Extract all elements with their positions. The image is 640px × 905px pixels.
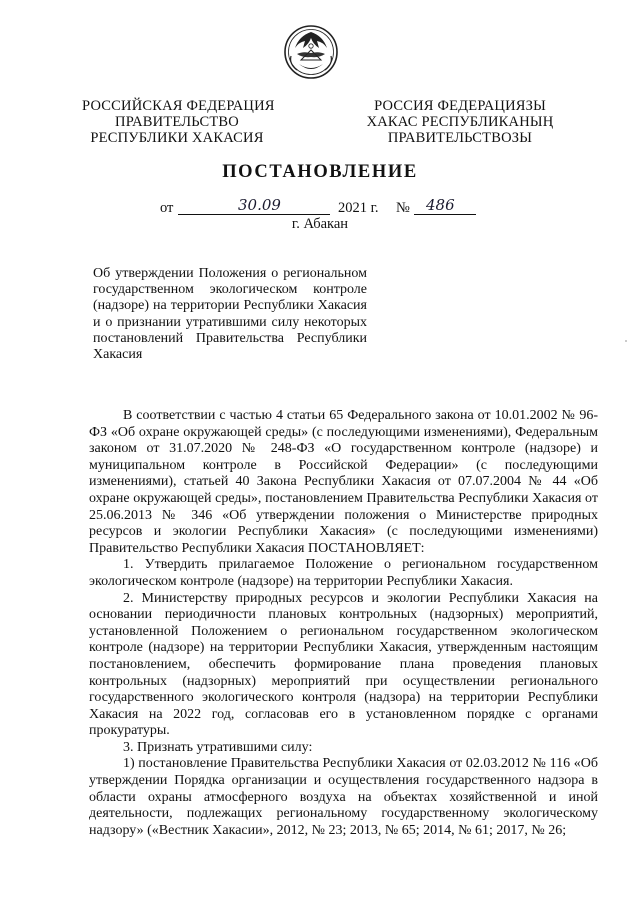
header-right-line-2: ХАКАС РЕСПУБЛИКАНЫҢ <box>366 114 554 130</box>
document-type-title: ПОСТАНОВЛЕНИЕ <box>222 162 418 182</box>
clause-1-paragraph: 1. Утвердить прилагаемое Положение о региональном государственном экологическом контроле (надзоре) на территории Республики Хакасия. <box>89 557 598 589</box>
header-left-line-3: РЕСПУБЛИКИ ХАКАСИЯ <box>90 130 264 146</box>
coat-of-arms-emblem <box>283 24 339 80</box>
subject-line-3: (надзоре) на территории Республики Хакасия <box>93 298 367 314</box>
scan-speck <box>625 340 627 342</box>
handwritten-date: 30.09 <box>238 196 281 214</box>
document-subject <box>93 266 367 363</box>
clause-3-paragraph: 3. Признать утратившими силу: <box>123 739 313 755</box>
document-body <box>89 408 598 839</box>
date-prefix: от <box>160 200 174 216</box>
date-number-line <box>160 198 490 218</box>
year-label: 2021 г. <box>338 200 379 216</box>
header-right-khakas <box>365 98 555 146</box>
header-right-line-1: РОССИЯ ФЕДЕРАЦИЯЗЫ <box>374 98 546 114</box>
preamble-paragraph: В соответствии с частью 4 статьи 65 Федерального закона от 10.01.2002 № 96-ФЗ «Об охране окружающей среды» (с последующими изменениями), Федеральным законом от 31.07.2020 № 248-ФЗ «О государственном контроле (надзоре) и муниципальном контроле в Российской Федерации» (с последующими изменениями), статьей 40 Закона Республики Хакасия от 07.07.2004 № 44 «Об охране окружающей среды», постановлением Правительства Республики Хакасия от 25.06.2013 № 346 «Об утверждении положения о Министерстве природных ресурсов и экологии Республики Хакасия» (с последующими изменениями) Правительство Республики Хакасия ПОСТАНОВЛЯЕТ: <box>89 408 598 556</box>
header-left-line-1: РОССИЙСКАЯ ФЕДЕРАЦИЯ <box>82 98 275 114</box>
header-left-russian <box>82 98 275 146</box>
subject-line-1: Об утверждении Положения о региональном <box>93 266 367 281</box>
subject-line-4: и о признании утратившими силу некоторых <box>93 314 367 330</box>
header-left-line-2: ПРАВИТЕЛЬСТВО <box>115 114 239 130</box>
clause-2-paragraph: 2. Министерству природных ресурсов и экологии Республики Хакасия на основании периодичности плановых контрольных (надзорных) мероприятий, установленной Положением о региональном государственном экологическом контроле (надзоре) на территории Республики Хакасия, утвержденным настоящим постановлением, обеспечить формирование плана проведения плановых контрольных (надзорных) мероприятий при осуществлении регионального государственного экологического контроля (надзора) на территории Республики Хакасия на 2022 год, согласовав его в установленном порядке с органами прокуратуры. <box>89 590 598 739</box>
subject-line-5: постановлений Правительства Республики <box>93 330 367 346</box>
date-underline <box>178 214 330 215</box>
subject-line-2: государственном экологическом контроле <box>93 282 367 298</box>
city-name: г. Абакан <box>291 216 349 232</box>
header-right-line-3: ПРАВИТЕЛЬСТВОЗЫ <box>387 130 533 146</box>
clause-3-item-1-paragraph: 1) постановление Правительства Республики Хакасия от 02.03.2012 № 116 «Об утверждении Порядка организации и осуществления государственного надзора в области охраны атмосферного воздуха на объектах хозяйственной и иной деятельности, подлежащих региональному государственному экологическому надзору» («Вестник Хакасии», 2012, № 23; 2013, № 65; 2014, № 61; 2017, № 26; <box>89 756 598 838</box>
subject-line-6: Хакасия <box>93 347 143 363</box>
handwritten-number: 486 <box>426 196 455 214</box>
number-underline <box>414 214 476 215</box>
number-label: № <box>396 200 410 216</box>
